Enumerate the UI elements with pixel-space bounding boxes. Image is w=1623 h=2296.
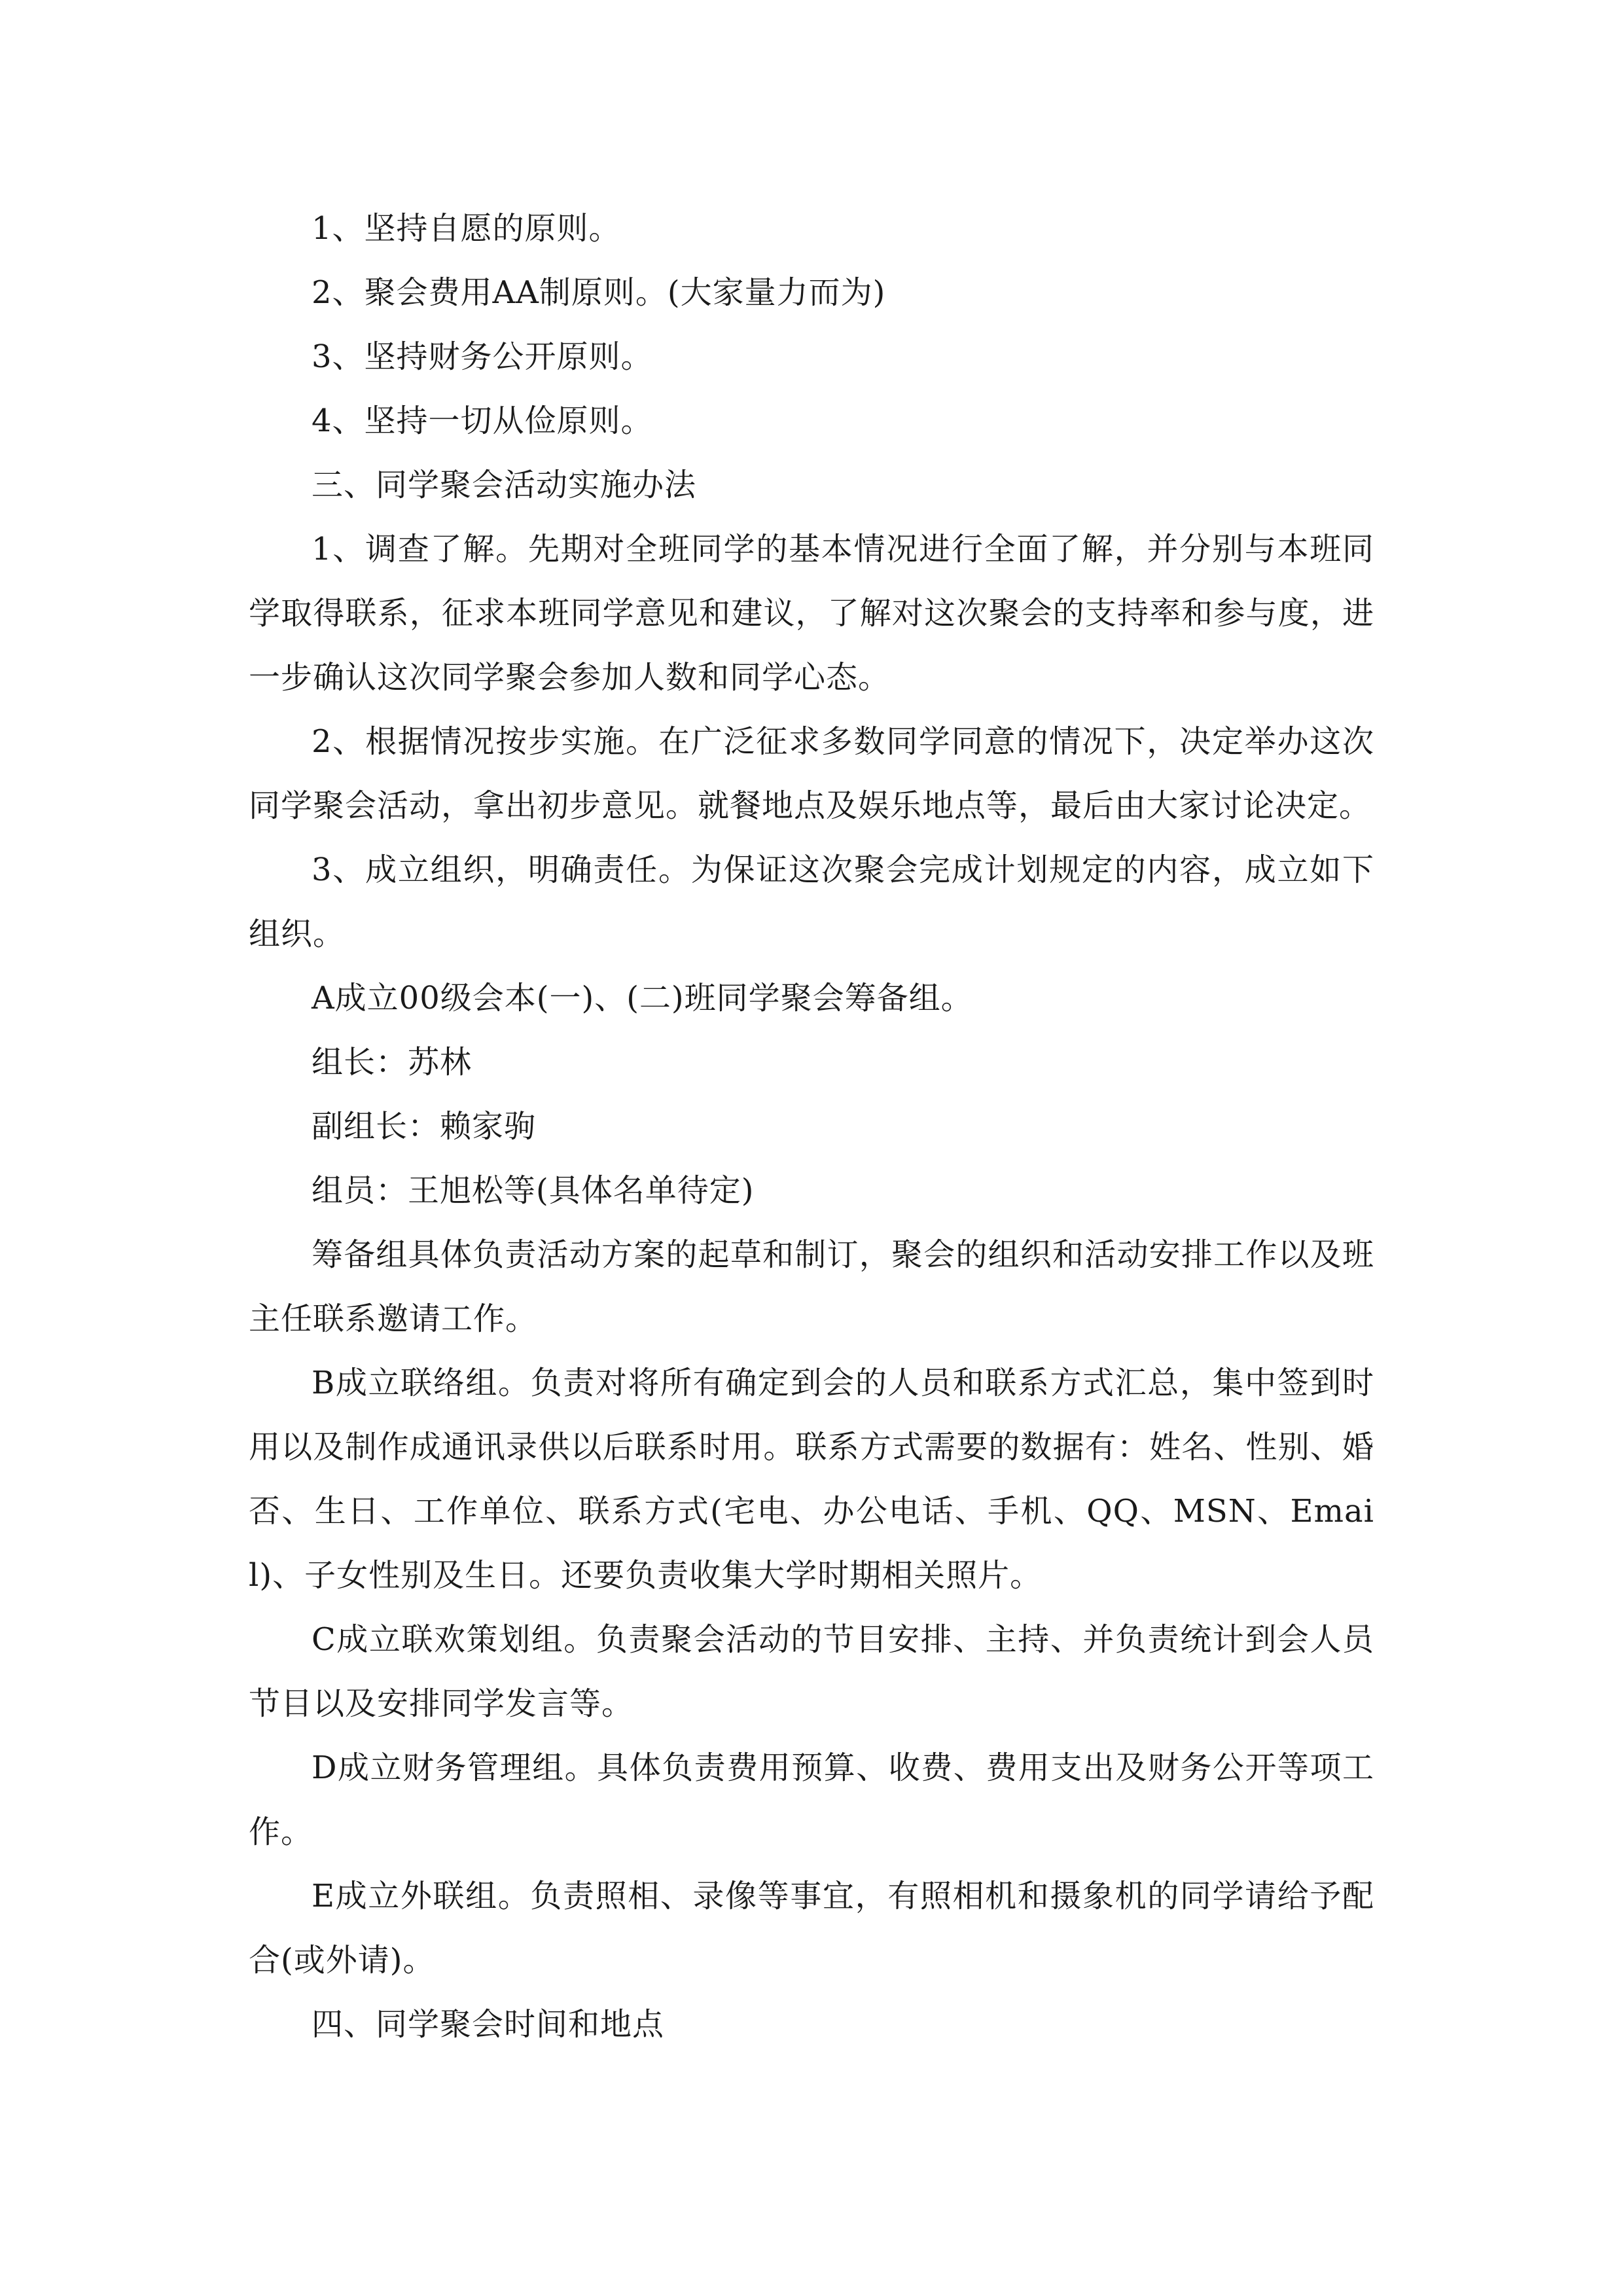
preparation-duties: 筹备组具体负责活动方案的起草和制订，聚会的组织和活动安排工作以及班主任联系邀请工作。 — [249, 1236, 1374, 1337]
step-organization: 3、成立组织，明确责任。为保证这次聚会完成计划规定的内容，成立如下组织。 — [249, 852, 1374, 952]
group-b-liaison: B成立联络组。负责对将所有确定到会的人员和联系方式汇总，集中签到时用以及制作成通讯录供以后联系时用。联系方式需要的数据有：姓名、性别、婚否、生日、工作单位、联系方式(宅电、办公电话、手机、QQ、MSN、Email)、子女性别及生日。还要负责收集大学时期相关照片。 — [249, 1365, 1374, 1594]
group-deputy-leader: 副组长：赖家驹 — [312, 1108, 537, 1145]
group-leader: 组长：苏林 — [312, 1044, 473, 1081]
section-heading-time-place: 四、同学聚会时间和地点 — [312, 2006, 665, 2043]
principle-frugality: 4、坚持一切从俭原则。 — [312, 403, 653, 439]
document-body — [249, 196, 1374, 2056]
section-heading-implementation: 三、同学聚会活动实施办法 — [312, 467, 697, 503]
principle-financial-openness: 3、坚持财务公开原则。 — [312, 338, 653, 375]
principle-aa-cost: 2、聚会费用AA制原则。(大家量力而为) — [312, 274, 886, 311]
group-a-preparation: A成立00级会本(一)、(二)班同学聚会筹备组。 — [312, 980, 973, 1016]
group-c-planning: C成立联欢策划组。负责聚会活动的节目安排、主持、并负责统计到会人员节目以及安排同学发言等。 — [249, 1621, 1374, 1722]
step-investigation: 1、调查了解。先期对全班同学的基本情况进行全面了解，并分别与本班同学取得联系，征求本班同学意见和建议，了解对这次聚会的支持率和参与度，进一步确认这次同学聚会参加人数和同学心态。 — [249, 531, 1374, 696]
group-e-external: E成立外联组。负责照相、录像等事宜，有照相机和摄象机的同学请给予配合(或外请)。 — [249, 1878, 1374, 1979]
group-d-finance: D成立财务管理组。具体负责费用预算、收费、费用支出及财务公开等项工作。 — [249, 1749, 1374, 1850]
step-implementation: 2、根据情况按步实施。在广泛征求多数同学同意的情况下，决定举办这次同学聚会活动，拿出初步意见。就餐地点及娱乐地点等，最后由大家讨论决定。 — [249, 723, 1374, 824]
principle-voluntary: 1、坚持自愿的原则。 — [312, 210, 621, 247]
group-members: 组员：王旭松等(具体名单待定) — [312, 1172, 755, 1209]
